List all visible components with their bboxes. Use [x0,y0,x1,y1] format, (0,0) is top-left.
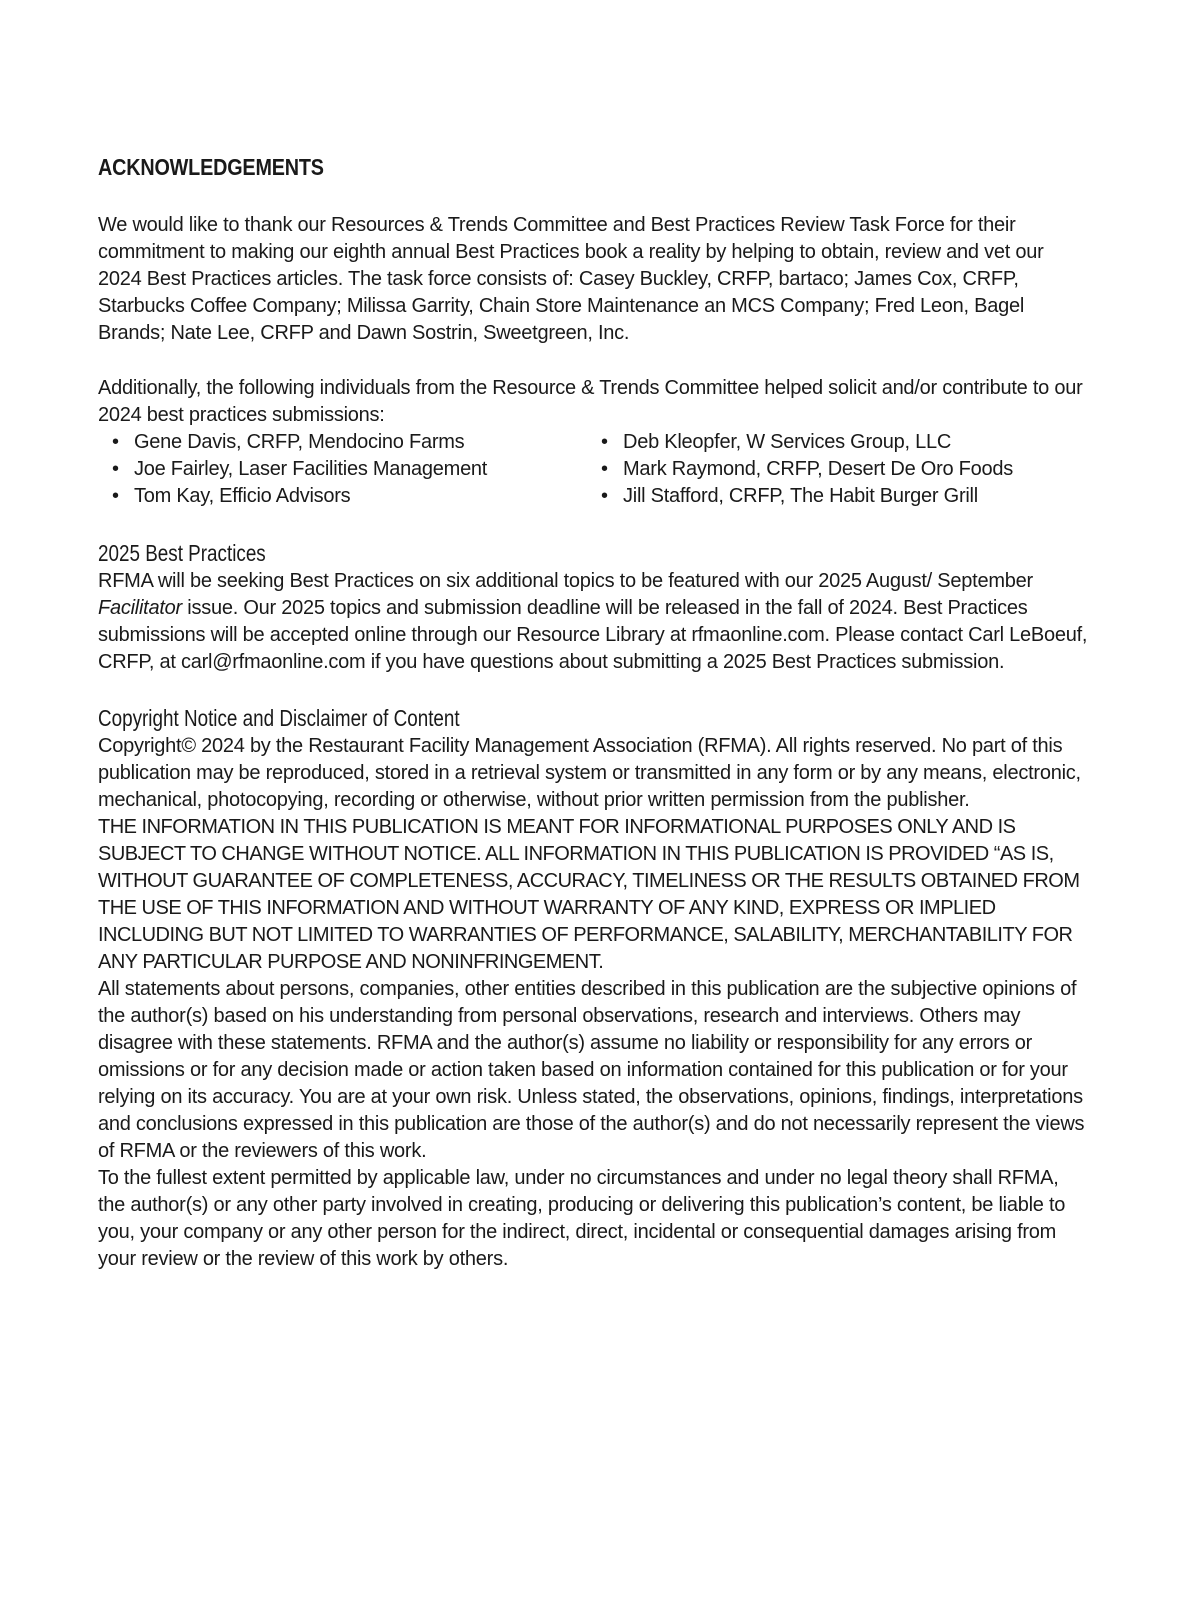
best-practices-2025-heading: 2025 Best Practices [98,540,266,566]
spacer [98,676,1088,703]
copyright-heading: Copyright Notice and Disclaimer of Content [98,705,460,731]
text-span: RFMA will be seeking Best Practices on six additional topics to be featured with our 2025 August/ September [98,570,1033,592]
contributors-list [98,429,1088,510]
acknowledgements-heading: ACKNOWLEDGEMENTS [98,154,324,180]
list-item: • Jill Stafford, CRFP, The Habit Burger Grill [599,483,1088,510]
list-item: • Mark Raymond, CRFP, Desert De Oro Foods [599,456,1088,483]
liability-paragraph: To the fullest extent permitted by applicable law, under no circumstances and under no legal theory shall RFMA, the author(s) or any other party involved in creating, producing or delivering this publication’s content, be liable to you, your company or any other person for the indirect, direct, incidental or consequential damages arising from your review or the review of this work by others. [98,1167,1066,1270]
copyright-paragraph: Copyright© 2024 by the Restaurant Facility Management Association (RFMA). All rights reserved. No part of this publication may be reproduced, stored in a retrieval system or transmitted in any form or by any means, electronic, mechanical, photocopying, recording or otherwise, without prior written permission from the publisher. [98,735,1081,811]
best-practices-2025-paragraph [98,568,1088,676]
contributors-column-left [110,429,599,510]
publication-title: Facilitator [98,597,182,619]
spacer [98,347,1088,375]
contributors-column-right [599,429,1088,510]
list-item: • Deb Kleopfer, W Services Group, LLC [599,429,1088,456]
list-item: • Gene Davis, CRFP, Mendocino Farms [110,429,599,456]
statements-paragraph: All statements about persons, companies, other entities described in this publication are the subjective opinions of the author(s) based on his understanding from personal observations, research and interviews. Others may disagree with these statements. RFMA and the author(s) assume no liability or responsibility for any errors or omissions or for any decision made or action taken based on information contained for this publication or for your relying on its accuracy. You are at your own risk. Unless stated, the observations, opinions, findings, interpretations and conclusions expressed in this publication are those of the author(s) and do not necessarily represent the views of RFMA or the reviewers of this work. [98,978,1085,1162]
spacer [98,510,1088,538]
acknowledgements-paragraph: We would like to thank our Resources & Trends Committee and Best Practices Review Task Force for their commitment to making our eighth annual Best Practices book a reality by helping to obtain, review and vet our 2024 Best Practices articles. The task force consists of: Casey Buckley, CRFP, bartaco; James Cox, CRFP, Starbucks Coffee Company; Milissa Garrity, Chain Store Maintenance an MCS Company; Fred Leon, Bagel Brands; Nate Lee, CRFP and Dawn Sostrin, Sweetgreen, Inc. [98,214,1044,344]
contributors-intro: Additionally, the following individuals from the Resource & Trends Committee helped solicit and/or contribute to our 2024 best practices submissions: [98,377,1083,426]
list-item: • Tom Kay, Efficio Advisors [110,483,599,510]
document-page [98,150,1088,1273]
text-span: issue. Our 2025 topics and submission deadline will be released in the fall of 2024. Best Practices submissions will be accepted online through our Resource Library at rfmaonline.com. Please contact Carl LeBoeuf, CRFP, at carl@rfmaonline.com if you have questions about submitting a 2025 Best Practices submission. [98,597,1088,673]
list-item: • Joe Fairley, Laser Facilities Management [110,456,599,483]
disclaimer-caps-paragraph: THE INFORMATION IN THIS PUBLICATION IS MEANT FOR INFORMATIONAL PURPOSES ONLY AND IS SUBJECT TO CHANGE WITHOUT NOTICE. ALL INFORMATION IN THIS PUBLICATION IS PROVIDED “AS IS, WITHOUT GUARANTEE OF COMPLETENESS, ACCURACY, TIMELINESS OR THE RESULTS OBTAINED FROM THE USE OF THIS INFORMATION AND WITHOUT WARRANTY OF ANY KIND, EXPRESS OR IMPLIED INCLUDING BUT NOT LIMITED TO WARRANTIES OF PERFORMANCE, SALABILITY, MERCHANTABILITY FOR ANY PARTICULAR PURPOSE AND NONINFRINGEMENT. [98,816,1080,973]
